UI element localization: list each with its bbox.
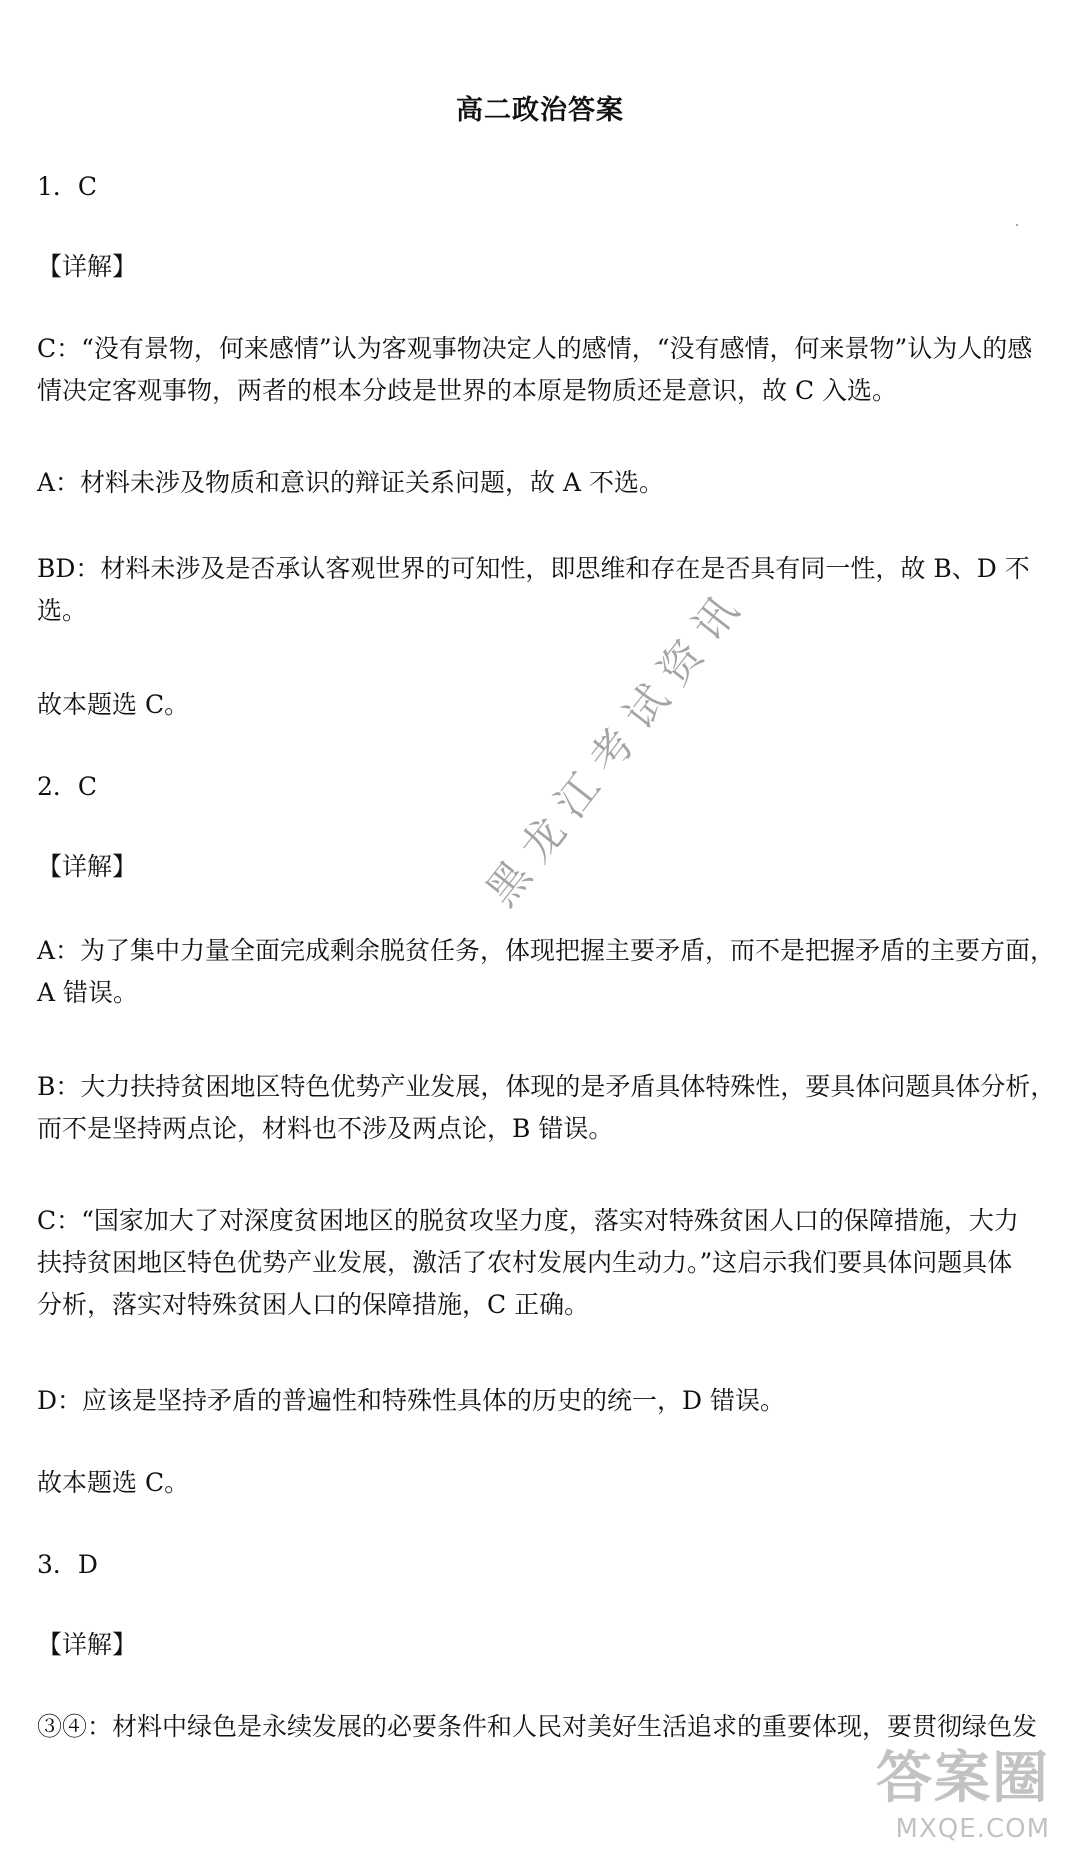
q1-option-c xyxy=(37,328,1047,412)
q1-answer: 1．C xyxy=(37,172,98,201)
q1-option-bd xyxy=(37,548,1047,632)
q1-option-a: A：材料未涉及物质和意识的辩证关系问题，故 A 不选。 xyxy=(37,468,665,497)
corner-logo-url: MXQE.COM xyxy=(895,1814,1050,1844)
q3-answer: 3．D xyxy=(37,1550,98,1579)
q2-option-b-line1: B：大力扶持贫困地区特色优势产业发展，体现的是矛盾具体特殊性，要具体问题具体分析， xyxy=(37,1072,1056,1101)
q2-option-b xyxy=(37,1066,1056,1150)
corner-logo-watermark xyxy=(860,1734,1060,1844)
q1-option-bd-line1: BD：材料未涉及是否承认客观世界的可知性，即思维和存在是否具有同一性，故 B、D 不 xyxy=(37,554,1030,583)
q2-option-c xyxy=(37,1200,1047,1326)
stray-dot xyxy=(1016,224,1018,226)
q1-option-c-line1: C：“没有景物，何来感情”认为客观事物决定人的感情，“没有感情，何来景物”认为人的感 xyxy=(37,334,1033,363)
q3-detail-heading: 【详解】 xyxy=(37,1630,138,1659)
q2-option-a xyxy=(37,930,1056,1014)
q2-detail-heading: 【详解】 xyxy=(37,852,138,881)
corner-logo-text: 答案圈 xyxy=(876,1746,1050,1811)
q3-option-34: ③④：材料中绿色是永续发展的必要条件和人民对美好生活追求的重要体现，要贯彻绿色发 xyxy=(37,1712,1038,1741)
q2-option-d: D：应该是坚持矛盾的普遍性和特殊性具体的历史的统一，D 错误。 xyxy=(37,1386,786,1415)
q2-option-a-line1: A：为了集中力量全面完成剩余脱贫任务，体现把握主要矛盾，而不是把握矛盾的主要方面， xyxy=(37,936,1056,965)
q1-option-c-line2: 情决定客观事物，两者的根本分歧是世界的本原是物质还是意识，故 C 入选。 xyxy=(37,376,898,405)
q2-option-c-line2: 扶持贫困地区特色优势产业发展，激活了农村发展内生动力。”这启示我们要具体问题具体 xyxy=(37,1248,1013,1277)
q2-answer: 2．C xyxy=(37,772,98,801)
q1-option-bd-line2: 选。 xyxy=(37,596,88,625)
q2-conclusion: 故本题选 C。 xyxy=(37,1468,190,1497)
q2-option-a-line2: A 错误。 xyxy=(37,978,139,1007)
diagonal-watermark: 黑龙江考试资讯 xyxy=(476,576,757,916)
q2-option-b-line2: 而不是坚持两点论，材料也不涉及两点论，B 错误。 xyxy=(37,1114,614,1143)
q1-detail-heading: 【详解】 xyxy=(37,252,138,281)
q2-option-c-line1: C：“国家加大了对深度贫困地区的脱贫攻坚力度，落实对特殊贫困人口的保障措施，大力 xyxy=(37,1206,1019,1235)
document-title: 高二政治答案 xyxy=(456,95,624,126)
q1-conclusion: 故本题选 C。 xyxy=(37,690,190,719)
q2-option-c-line3: 分析，落实对特殊贫困人口的保障措施，C 正确。 xyxy=(37,1290,590,1319)
